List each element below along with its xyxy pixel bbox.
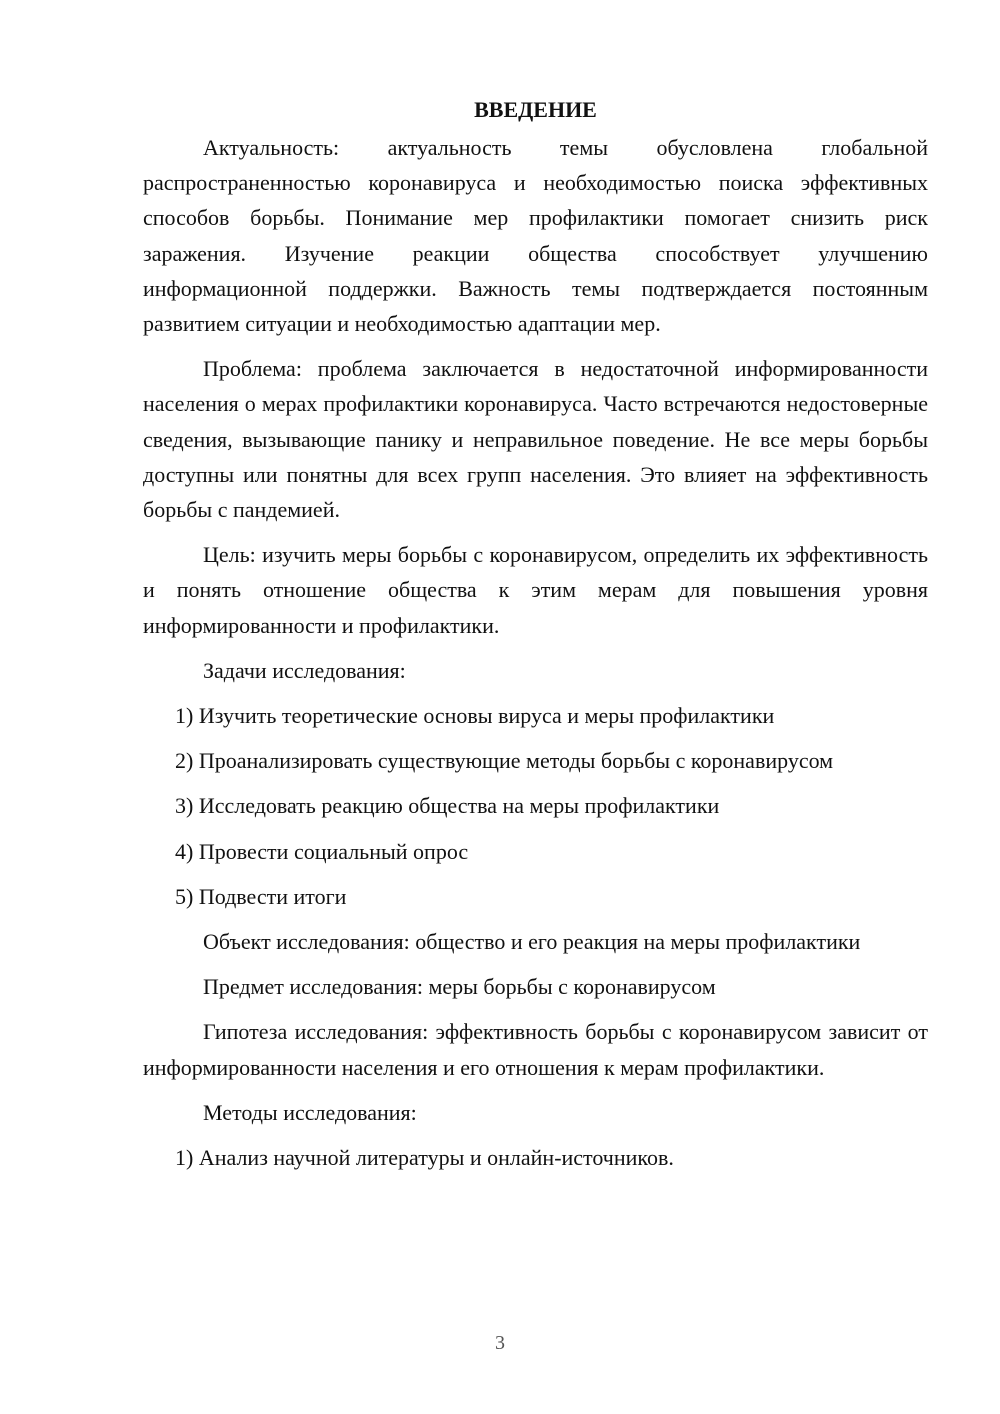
list-item: 1) Изучить теоретические основы вируса и меры профилактики: [175, 703, 775, 729]
object-paragraph: Объект исследования: общество и его реакция на меры профилактики: [203, 929, 861, 955]
list-item: 4) Провести социальный опрос: [175, 838, 469, 864]
list-item: 2) Проанализировать существующие методы борьбы с коронавирусом: [175, 748, 834, 774]
relevance-paragraph: Актуальность: актуальность темы обусловлена глобальной распространенностью коронавируса и необходимостью поиска эффективных способов борьбы. Понимание мер профилактики помогает снизить риск заражения. Изучение реакции общества способствует улучшению информационной поддержки. Важность темы подтверждается постоянным развитием ситуации и необходимостью адаптации мер.: [143, 135, 928, 337]
problem-paragraph: Проблема: проблема заключается в недостаточной информированности населения о мерах профилактики коронавируса. Часто встречаются недостоверные сведения, вызывающие панику и неправильное поведение. Не все меры борьбы доступны или понятны для всех групп населения. Это влияет на эффективность борьбы с пандемией.: [143, 356, 928, 523]
goal-paragraph: Цель: изучить меры борьбы с коронавирусом, определить их эффективность и понять отношение общества к этим мерам для повышения уровня информированности и профилактики.: [143, 542, 928, 638]
hypothesis-paragraph: Гипотеза исследования: эффективность борьбы с коронавирусом зависит от информированности населения и его отношения к мерам профилактики.: [143, 1019, 928, 1080]
tasks-list: [143, 698, 928, 914]
list-item: 1) Анализ научной литературы и онлайн-источников.: [175, 1145, 674, 1171]
section-title: ВВЕДЕНИЕ: [474, 97, 597, 122]
page-number: 3: [495, 1332, 505, 1354]
methods-list: [143, 1140, 928, 1175]
tasks-heading: Задачи исследования:: [203, 657, 406, 683]
document-page: [143, 92, 928, 1185]
list-item: 3) Исследовать реакцию общества на меры профилактики: [175, 793, 720, 819]
subject-paragraph: Предмет исследования: меры борьбы с коронавирусом: [203, 974, 716, 1000]
methods-heading: Методы исследования:: [203, 1099, 417, 1125]
list-item: 5) Подвести итоги: [175, 883, 347, 909]
